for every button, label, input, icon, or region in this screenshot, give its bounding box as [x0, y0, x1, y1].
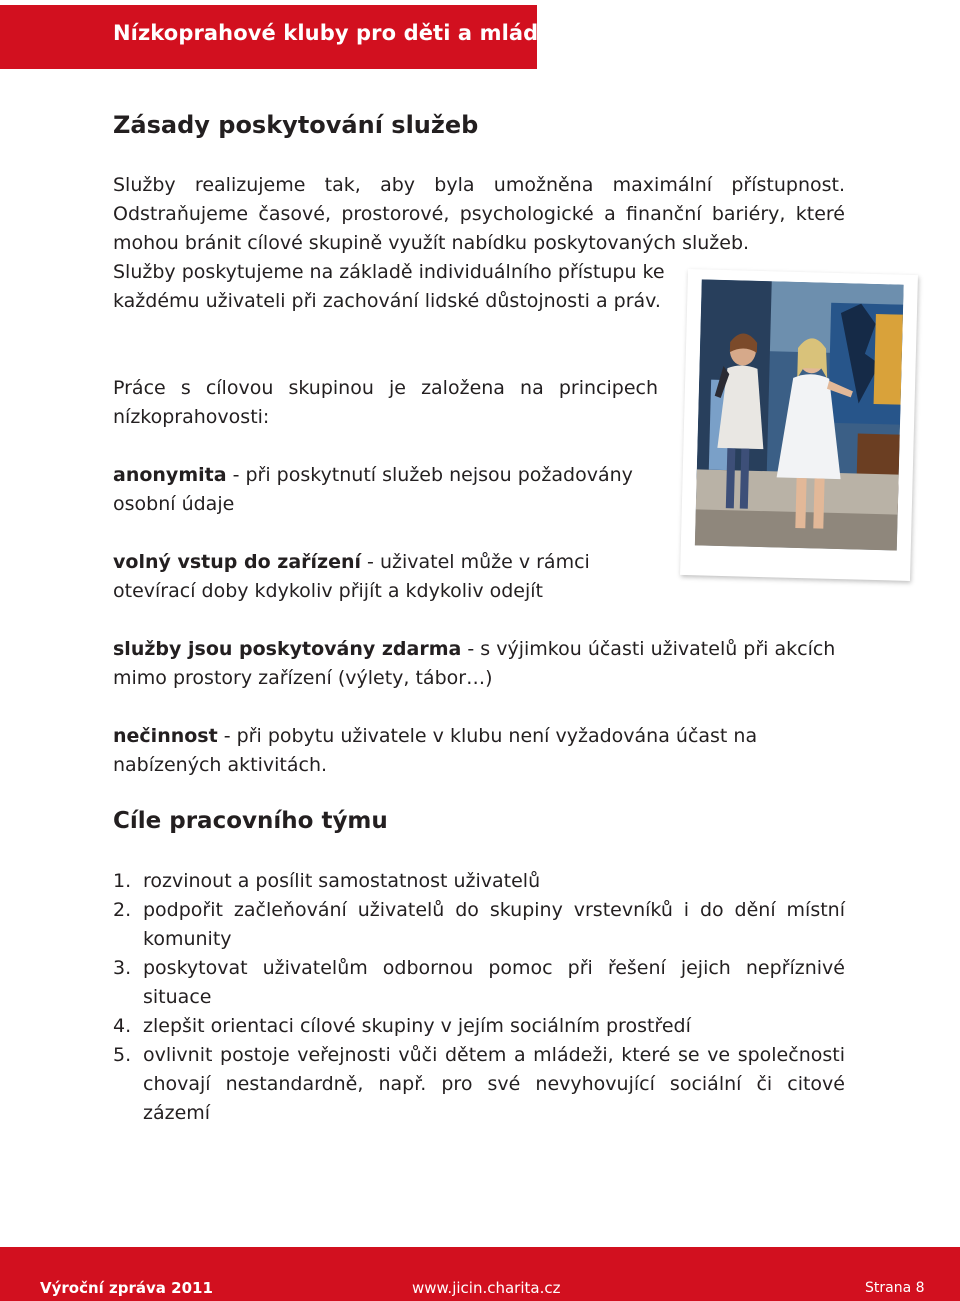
photo-polaroid [680, 269, 918, 581]
footer-page-number: Strana 8 [865, 1280, 925, 1296]
principle-text: - při pobytu uživatele v klubu není vyžadována účast na nabízených aktivitách. [113, 725, 758, 776]
goal-text: poskytovat uživatelům odbornou pomoc při řešení jejich nepříznivé situace [143, 957, 845, 1008]
principle-term: anonymita [113, 464, 227, 486]
goal-item [113, 954, 845, 1012]
goal-number: 5. [113, 1044, 132, 1066]
goal-text: zlepšit orientaci cílové skupiny v jejím sociálním prostředí [143, 1015, 691, 1037]
principle-free-entry [113, 548, 658, 606]
principle-term: služby jsou poskytovány zdarma [113, 638, 462, 660]
goal-number: 3. [113, 957, 132, 979]
principle-text: - uživatel může v rámci otevírací doby kdykoliv přijít a kdykoliv odejít [113, 551, 590, 602]
principle-term: volný vstup do zařízení [113, 551, 362, 573]
goal-item [113, 867, 845, 896]
goal-number: 2. [113, 899, 132, 921]
goal-text: rozvinout a posílit samostatnost uživatelů [143, 870, 541, 892]
goal-text: podpořit začleňování uživatelů do skupiny vrstevníků i do dění místní komunity [143, 899, 845, 950]
goal-text: ovlivnit postoje veřejnosti vůči dětem a mládeži, které se ve společnosti chovají nestandardně, např. pro své nevyhovující sociální či citové zázemí [143, 1044, 845, 1124]
principle-term: nečinnost [113, 725, 218, 747]
goal-item [113, 1041, 845, 1128]
photo-two-women-dancing [695, 279, 904, 550]
goals-list [113, 867, 845, 1128]
principle-text: - při poskytnutí služeb nejsou požadovány osobní údaje [113, 464, 633, 515]
paragraph-low-threshold-intro [113, 374, 658, 432]
paragraph-accessibility: Služby realizujeme tak, aby byla umožněna maximální přístupnost. Odstraňujeme časové, prostorové, psychologické a finanční bariéry, které mohou bránit cílové skupině využít nabídku poskytovaných služeb. [113, 174, 845, 254]
principle-anonymity [113, 461, 658, 519]
footer-report-title: Výroční zpráva 2011 [40, 1279, 213, 1297]
goal-number: 4. [113, 1015, 132, 1037]
principle-free-of-charge [113, 635, 853, 693]
goal-number: 1. [113, 870, 132, 892]
principle-inactivity [113, 722, 853, 780]
intro-line-2: nízkoprahovosti: [113, 406, 270, 428]
footer-website-link[interactable]: www.jicin.charita.cz [412, 1279, 561, 1297]
goal-item [113, 1012, 845, 1041]
goal-item [113, 896, 845, 954]
paragraph-individual-approach: Služby poskytujeme na základě individuálního přístupu ke každému uživateli při zachování lidské důstojnosti a práv. [113, 261, 665, 312]
header-title: Nízkoprahové kluby pro děti a mládež [113, 21, 565, 45]
intro-line-1: Práce s cílovou skupinou je založena na principech [113, 377, 658, 399]
principle-text: - s výjimkou účasti uživatelů při akcích mimo prostory zařízení (výlety, tábor…) [113, 638, 836, 689]
section-heading-goals: Cíle pracovního týmu [113, 808, 388, 834]
section-heading-principles: Zásady poskytování služeb [113, 111, 479, 139]
